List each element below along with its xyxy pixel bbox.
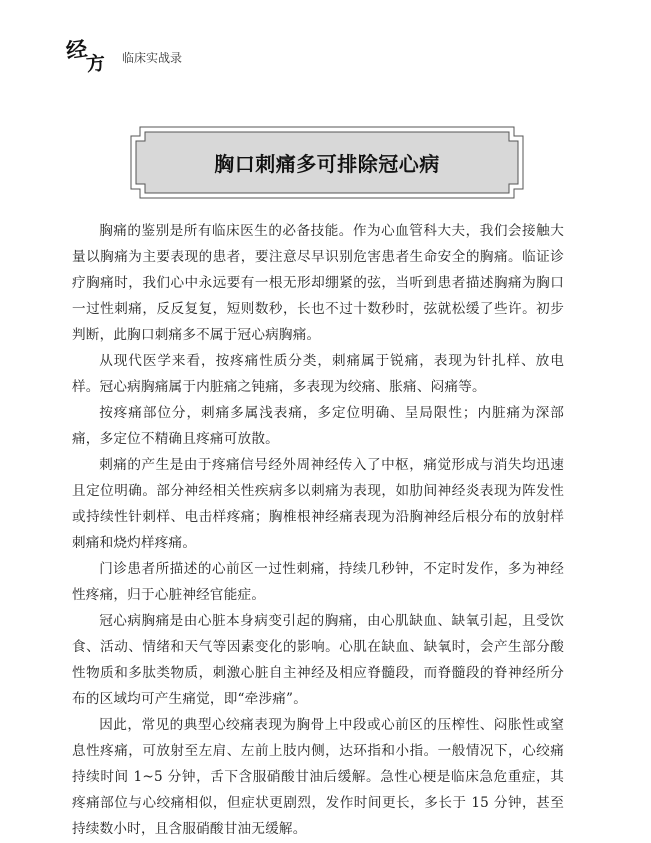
paragraph: 门诊患者所描述的心前区一过性刺痛，持续几秒钟，不定时发作，多为神经性疼痛，归于心脏神经官能症。 [72, 561, 564, 603]
book-logo [66, 34, 118, 74]
paragraph: 冠心病胸痛是由心脏本身病变引起的胸痛，由心肌缺血、缺氧引起，且受饮食、活动、情绪和天气等因素变化的影响。心肌在缺血、缺氧时，会产生部分酸性物质和多肽类物质，刺激心脏自主神经及相应脊髓段，而脊髓段的脊神经所分布的区域均可产生痛觉，即“牵涉痛”。 [72, 613, 564, 707]
section-title: 胸口刺痛多可排除冠心病 [214, 152, 440, 176]
paragraph: 按疼痛部位分，刺痛多属浅表痛，多定位明确、呈局限性；内脏痛为深部痛，多定位不精确且疼痛可放散。 [72, 405, 564, 447]
paragraph: 胸痛的鉴别是所有临床医生的必备技能。作为心血管科大夫，我们会接触大量以胸痛为主要表现的患者，要注意尽早识别危害患者生命安全的胸痛。临证诊疗胸痛时，我们心中永远要有一根无形却绷紧的弦，当听到患者描述胸痛为胸口一过性刺痛，反反复复，短则数秒，长也不过十数秒时，弦就松缓了些许。初步判断，此胸口刺痛多不属于冠心病胸痛。 [72, 223, 564, 343]
book-header [66, 34, 182, 74]
book-subtitle: 临床实战录 [122, 50, 183, 65]
article-body [72, 218, 564, 842]
paragraph: 刺痛的产生是由于疼痛信号经外周神经传入了中枢，痛觉形成与消失均迅速且定位明确。部分神经相关性疾病多以刺痛为表现，如肋间神经炎表现为阵发性或持续性针刺样、电击样疼痛；胸椎根神经痛表现为沿胸神经后根分布的放射样刺痛和烧灼样疼痛。 [72, 457, 564, 551]
paragraph: 从现代医学来看，按疼痛性质分类，刺痛属于锐痛，表现为针扎样、放电样。冠心病胸痛属于内脏痛之钝痛，多表现为绞痛、胀痛、闷痛等。 [72, 353, 564, 395]
section-title-box [130, 126, 524, 199]
paragraph: 因此，常见的典型心绞痛表现为胸骨上中段或心前区的压榨性、闷胀性或窒息性疼痛，可放射至左肩、左前上肢内侧，达环指和小指。一般情况下，心绞痛持续时间 1~5 分钟，舌下含服硝酸甘油后缓解。急性心梗是临床急危重症，其疼痛部位与心绞痛相似，但症状更剧烈，发作时间更长，多长于 15 分钟，甚至持续数小时，且含服硝酸甘油无缓解。 [72, 717, 564, 837]
logo-char-2: 方 [85, 52, 107, 76]
logo-char-1: 经 [64, 35, 89, 64]
